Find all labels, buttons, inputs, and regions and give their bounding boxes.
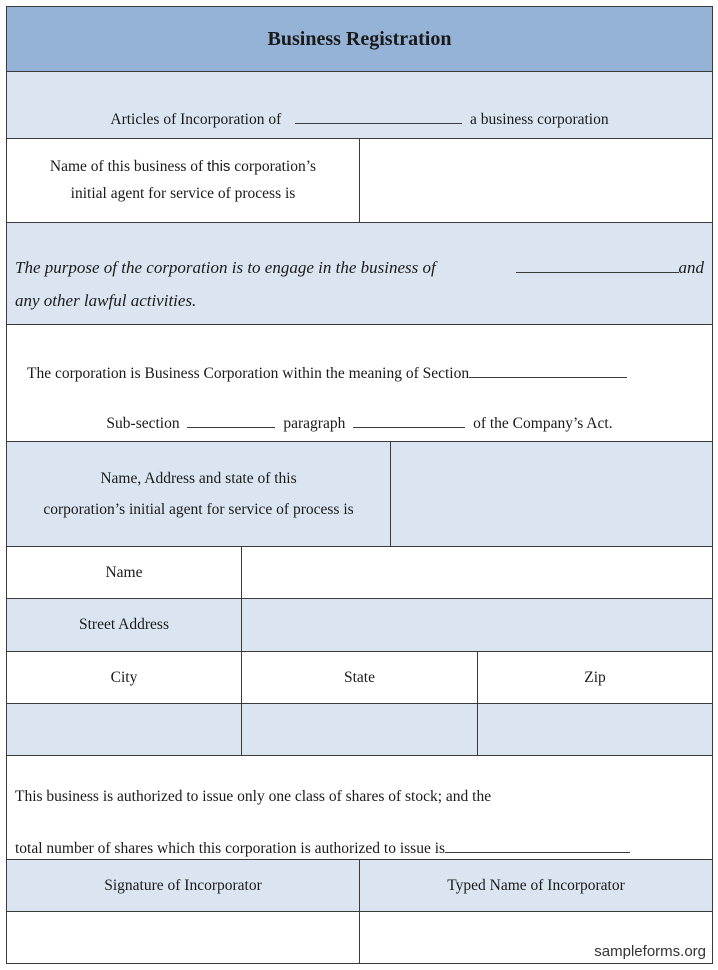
section-line1: The corporation is Business Corporation within the meaning of Section: [27, 365, 470, 382]
agent-address-field[interactable]: [391, 442, 712, 546]
agent-name-field[interactable]: [360, 139, 712, 222]
shares-line1: This business is authorized to issue only one class of shares of stock; and the: [15, 788, 492, 805]
registration-form: [6, 6, 713, 964]
purpose-line2: any other lawful activities.: [15, 291, 197, 310]
agent-name-line1c: corporation’s: [234, 158, 317, 175]
signature-header-row: [7, 860, 712, 912]
agent-name-line1b: this: [207, 158, 231, 175]
form-title: Business Registration: [267, 27, 452, 50]
name-row: [7, 547, 712, 599]
agent-address-line1: Name, Address and state of this: [100, 469, 297, 487]
street-row: [7, 599, 712, 652]
subsection-blank[interactable]: [187, 413, 275, 428]
zip-field[interactable]: [478, 704, 712, 755]
purpose-line1: The purpose of the corporation is to engage in the business of: [15, 258, 436, 277]
watermark: sampleforms.org: [594, 943, 706, 960]
name-field[interactable]: [242, 547, 712, 598]
section-blank[interactable]: [469, 363, 627, 378]
typed-name-label: Typed Name of Incorporator: [447, 876, 625, 894]
city-state-zip-input-row: [7, 704, 712, 756]
signature-label: Signature of Incorporator: [104, 876, 262, 894]
state-field[interactable]: [242, 704, 478, 755]
street-address-label: Street Address: [79, 616, 169, 633]
paragraph-label: paragraph: [283, 415, 346, 432]
articles-row: [7, 72, 712, 139]
purpose-row: [7, 223, 712, 325]
total-shares-blank[interactable]: [445, 838, 630, 853]
articles-prefix: Articles of Incorporation of: [110, 111, 282, 128]
zip-label: Zip: [584, 668, 606, 686]
state-label: State: [344, 668, 375, 686]
corporation-name-blank[interactable]: [295, 109, 462, 124]
city-state-zip-header-row: [7, 652, 712, 704]
subsection-label: Sub-section: [106, 415, 180, 432]
articles-suffix: a business corporation: [470, 111, 609, 128]
section-row: [7, 325, 712, 442]
agent-address-row: [7, 442, 712, 547]
business-purpose-blank[interactable]: [516, 258, 679, 273]
purpose-line1-end: and: [678, 258, 704, 277]
agent-name-line2: initial agent for service of process is: [70, 185, 296, 202]
companys-act-label: of the Company’s Act.: [473, 415, 613, 432]
name-label: Name: [105, 563, 143, 581]
shares-row: [7, 756, 712, 860]
title-row: [7, 7, 712, 72]
agent-name-row: [7, 139, 712, 223]
agent-address-line2: corporation’s initial agent for service of process is: [43, 500, 354, 518]
city-field[interactable]: [7, 704, 242, 755]
signature-field[interactable]: [7, 912, 360, 963]
shares-line2: total number of shares which this corporation is authorized to issue is: [15, 840, 446, 857]
paragraph-blank[interactable]: [353, 413, 465, 428]
agent-name-line1a: Name of this business of: [49, 158, 204, 175]
city-label: City: [110, 668, 138, 686]
street-address-field[interactable]: [242, 599, 712, 651]
